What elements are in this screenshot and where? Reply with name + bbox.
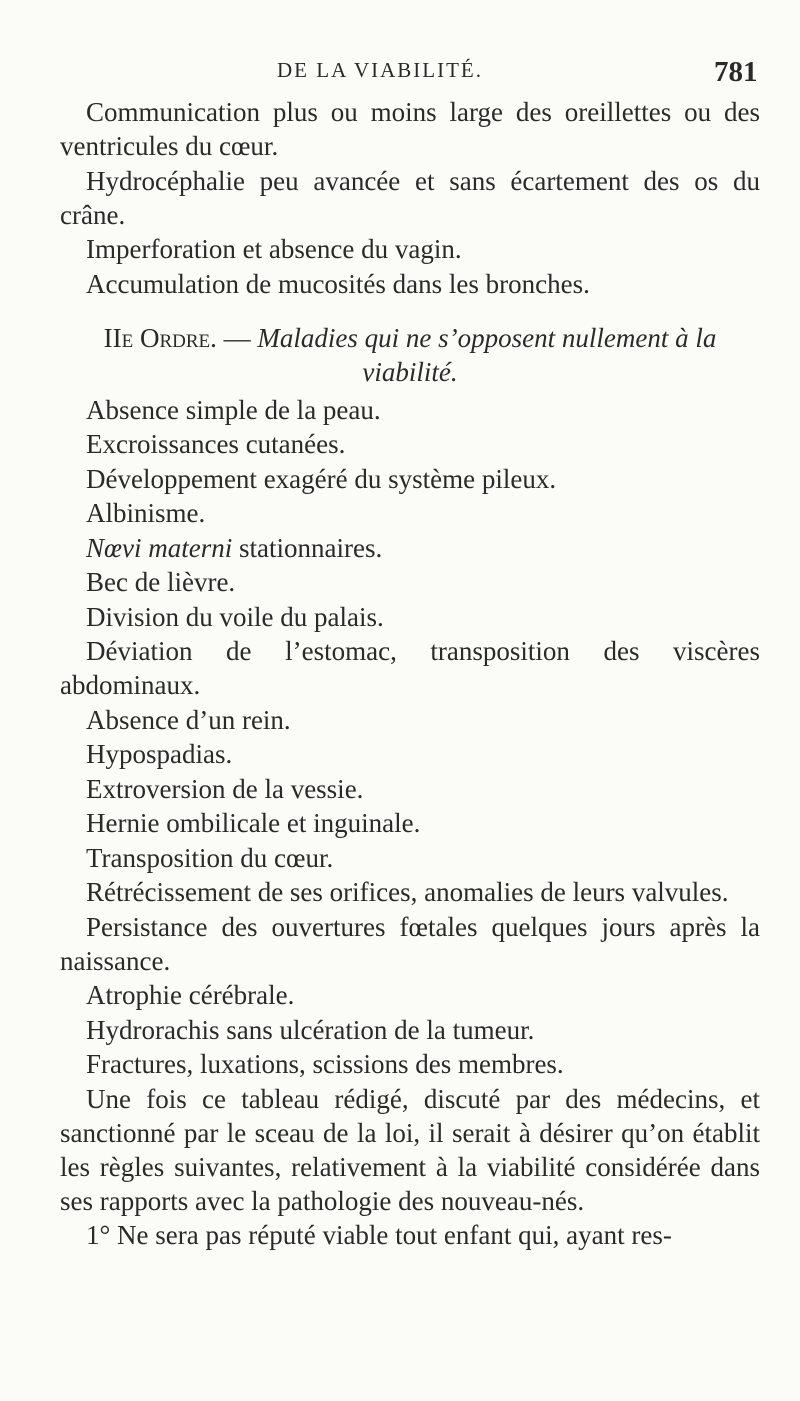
list-item: Absence d’un rein. xyxy=(86,704,291,735)
page-number: 781 xyxy=(714,56,758,88)
list-item: Communication plus ou moins large des oreillettes ou des ventricules du cœur. xyxy=(60,97,760,161)
list-item: Absence simple de la peau. xyxy=(86,394,381,425)
section-lead: IIe Ordre. — xyxy=(103,322,258,353)
list-item: Atrophie cérébrale. xyxy=(86,980,295,1010)
list-item: Division du voile du palais. xyxy=(86,601,384,632)
list-item: Accumulation de mucosités dans les bronches. xyxy=(86,268,590,299)
list-item: Hernie ombilicale et inguinale. xyxy=(86,808,421,838)
list-item: Persistance des ouvertures fœtales quelques jours après la naissance. xyxy=(60,911,760,976)
section-heading xyxy=(60,301,760,393)
latin-term: Nœvi materni xyxy=(86,532,233,563)
list-item: Imperforation et absence du vagin. xyxy=(86,234,462,264)
naevi-rest: stationnaires. xyxy=(232,532,383,563)
list-item: Hypospadias. xyxy=(86,739,233,769)
list-item: Albinisme. xyxy=(86,498,206,528)
list-item: Déviation de l’estomac, transposition des viscères abdominaux. xyxy=(60,636,760,700)
page-body xyxy=(60,95,760,1252)
list-item: Hydrocéphalie peu avancée et sans écartement des os du crâne. xyxy=(60,165,760,230)
list-item: Rétrécissement de ses orifices, anomalies de leurs valvules. xyxy=(86,877,729,907)
closing-paragraph: Une fois ce tableau rédigé, discuté par des médecins, et sanctionné par le sceau de la loi, il serait à désirer qu’on établit les règles suivantes, relativement à la viabilité considérée dans ses rapports avec la pathologie des nouveau-nés. xyxy=(60,1083,760,1216)
list-item: Hydrorachis sans ulcération de la tumeur. xyxy=(86,1014,535,1045)
list-item-naevi xyxy=(60,531,760,565)
list-item: Développement exagéré du système pileux. xyxy=(86,463,557,494)
running-head-title: DE LA VIABILITÉ. xyxy=(277,58,483,82)
list-item: Excroissances cutanées. xyxy=(86,429,346,459)
rule-1: 1° Ne sera pas réputé viable tout enfant qui, ayant res- xyxy=(86,1220,672,1250)
section-title: Maladies qui ne s’opposent nullement à la viabilité. xyxy=(257,322,717,387)
list-item: Fractures, luxations, scissions des membres. xyxy=(86,1049,564,1079)
running-head xyxy=(0,56,800,96)
list-item: Extroversion de la vessie. xyxy=(86,773,364,804)
list-item: Bec de lièvre. xyxy=(86,567,236,597)
list-item: Transposition du cœur. xyxy=(86,842,334,873)
